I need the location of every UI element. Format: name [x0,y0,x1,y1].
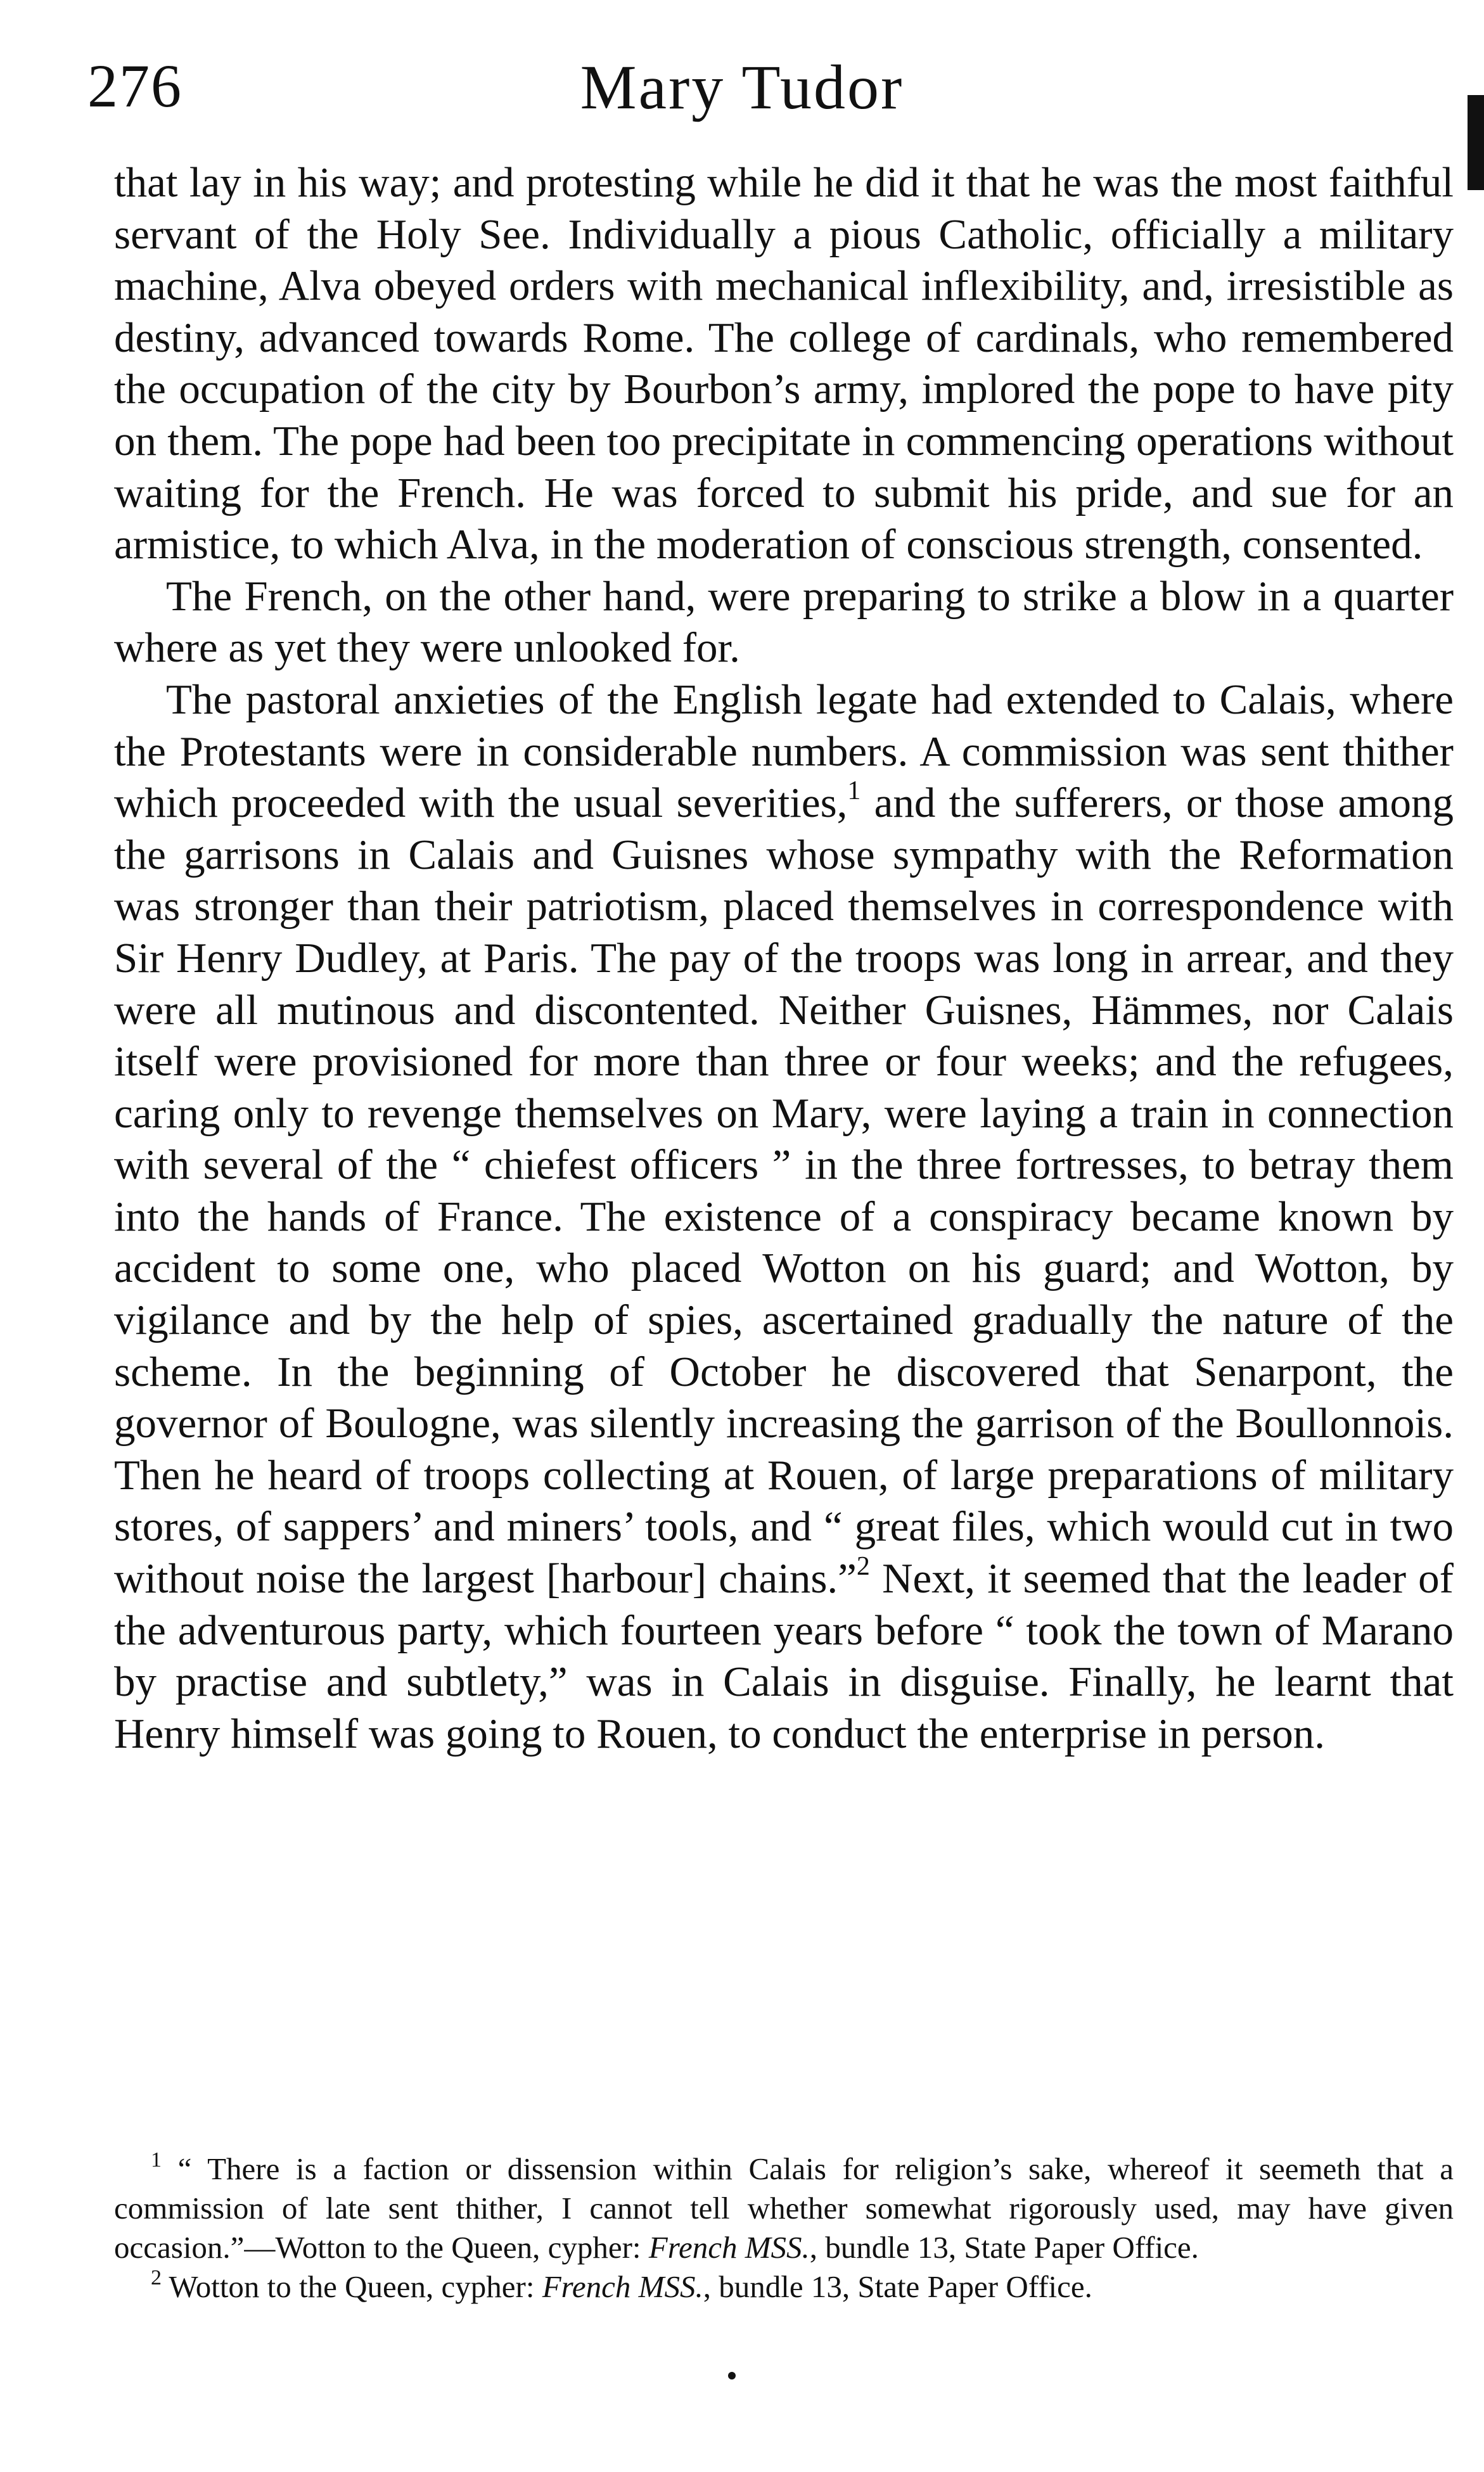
footnote-2-source: French MSS. [542,2269,703,2304]
paragraph-3 [114,674,1454,1760]
footnote-ref-1: 1 [847,776,861,806]
running-head-title: Mary Tudor [580,52,904,122]
page-edge-mark [1468,95,1484,190]
footnote-1-tail: , bundle 13, State Paper Office. [809,2230,1199,2265]
paragraph-3-text-2: and the sufferers, or those among the garrisons in Calais and Guisnes whose sympathy with the Reformation was stronger than their patriotism, placed themselves in correspondence with Sir Henry Dudley, at Paris. The pay of the troops was long in arrear, and they were all mutinous and discontented. Neither Guisnes, Hämmes, nor Calais itself were provisioned for more than three or four weeks; and the refugees, caring only to revenge themselves on Mary, were laying a train in connection with several of the “ chiefest officers ” in the three fortresses, to betray them into the hands of France. The existence of a conspiracy became known by accident to some one, who placed Wotton on his guard; and Wotton, by vigilance and by the help of spies, ascertained gradually the nature of the scheme. In the beginning of October he discovered that Senarpont, the governor of Boulogne, was silently increasing the garrison of the Boullonnois. Then he heard of troops collecting at Rouen, of large preparations of military stores, of sappers’ and miners’ tools, and “ great files, which would cut in two without noise the largest [harbour] chains.” [114,779,1454,1603]
footnote-1 [114,2149,1454,2267]
footnote-2-tail: , bundle 13, State Paper Office. [703,2269,1092,2304]
footnote-1-marker: 1 [151,2148,162,2172]
printer-dot-mark [728,2372,736,2379]
footnote-2-marker: 2 [151,2266,162,2289]
main-text [114,157,1454,1760]
paragraph-3-text-3: Next, it seemed that the leader of the adventurous party, which fourteen years before “ took the town of Marano by practise and subtlety,” was in Calais in disguise. Finally, he learnt that Henry himself was going to Rouen, to conduct the enterprise in person. [114,1555,1454,1757]
footnote-1-source: French MSS. [648,2230,810,2265]
footnote-2 [114,2267,1454,2307]
page-number: 276 [87,52,182,120]
paragraph-1: that lay in his way; and protesting while he did it that he was the most faithful servant of the Holy See. Individually a pious Catholic, officially a military machine, Alva obeyed orders with mechanical inflexibility, and, irresistible as destiny, advanced towards Rome. The college of cardinals, who remembered the occupation of the city by Bourbon’s army, implored the pope to have pity on them. The pope had been too precipitate in commencing operations without waiting for the French. He was forced to submit his pride, and sue for an armistice, to which Alva, in the moderation of conscious strength, consented. [114,159,1454,568]
footnote-2-text: Wotton to the Queen, cypher: [169,2269,542,2304]
footnote-ref-2: 2 [856,1552,870,1582]
footnotes [114,2149,1454,2307]
footnote-1-text: “ There is a faction or dissension within Calais for religion’s sake, whereof it seemeth that a commission of late sent thither, I cannot tell whether somewhat rigorously used, may have given occasion.”—Wotton to the Queen, cypher: [114,2151,1454,2265]
paragraph-2: The French, on the other hand, were preparing to strike a blow in a quarter where as yet they were unlooked for. [114,572,1454,672]
paragraph-3-text-1: The pastoral anxieties of the English legate had extended to Calais, where the Protestants were in considerable numbers. A commission was sent thither which proceeded with the usual severities, [114,676,1454,827]
